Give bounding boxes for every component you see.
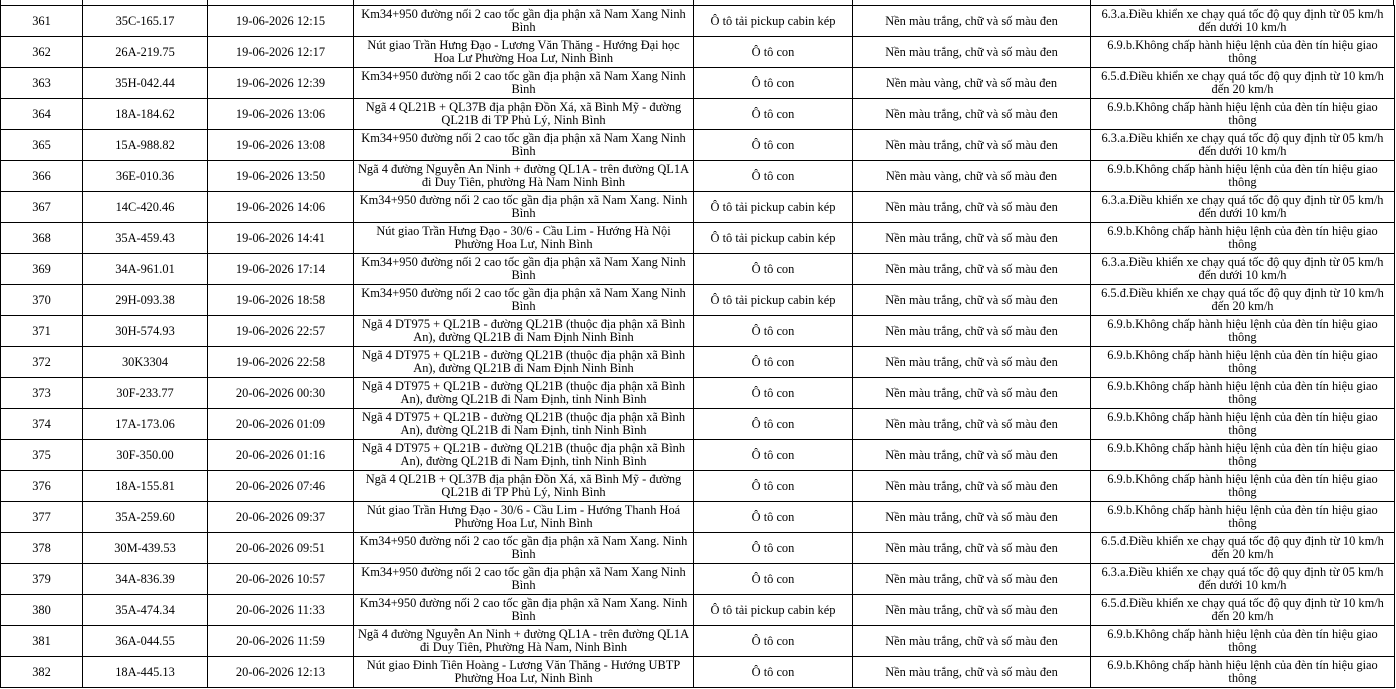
timestamp-cell: 20-06-2026 09:37 xyxy=(208,502,354,533)
row-number-cell: 370 xyxy=(1,285,83,316)
vehicle-type-cell: Ô tô con xyxy=(694,533,853,564)
timestamp-cell: 19-06-2026 12:17 xyxy=(208,37,354,68)
license-plate-cell: 36A-044.55 xyxy=(83,626,208,657)
license-plate-cell: 26A-219.75 xyxy=(83,37,208,68)
plate-color-cell: Nền màu trắng, chữ và số màu đen xyxy=(853,502,1091,533)
row-number-cell: 369 xyxy=(1,254,83,285)
row-number-cell: 363 xyxy=(1,68,83,99)
row-number-cell: 379 xyxy=(1,564,83,595)
location-cell: Ngã 4 DT975 + QL21B - đường QL21B (thuộc địa phận xã Bình An), đường QL21B đi Nam Định, tỉnh Ninh Bình xyxy=(354,378,694,409)
violation-cell: 6.3.a.Điều khiển xe chạy quá tốc độ quy định từ 05 km/h đến dưới 10 km/h xyxy=(1091,130,1395,161)
plate-color-cell: Nền màu trắng, chữ và số màu đen xyxy=(853,37,1091,68)
violation-cell: 6.9.b.Không chấp hành hiệu lệnh của đèn tín hiệu giao thông xyxy=(1091,440,1395,471)
row-number-cell: 368 xyxy=(1,223,83,254)
table-row xyxy=(1,502,1395,533)
location-cell: Ngã 4 QL21B + QL37B địa phận Đồn Xá, xã Bình Mỹ - đường QL21B đi TP Phủ Lý, Ninh Bình xyxy=(354,471,694,502)
vehicle-type-cell: Ô tô con xyxy=(694,409,853,440)
timestamp-cell: 20-06-2026 11:33 xyxy=(208,595,354,626)
violation-cell: 6.3.a.Điều khiển xe chạy quá tốc độ quy định từ 05 km/h đến dưới 10 km/h xyxy=(1091,6,1395,37)
timestamp-cell: 19-06-2026 14:06 xyxy=(208,192,354,223)
vehicle-type-cell: Ô tô con xyxy=(694,502,853,533)
violation-cell: 6.9.b.Không chấp hành hiệu lệnh của đèn tín hiệu giao thông xyxy=(1091,378,1395,409)
plate-color-cell: Nền màu trắng, chữ và số màu đen xyxy=(853,626,1091,657)
table-row xyxy=(1,347,1395,378)
violations-table xyxy=(0,5,1395,688)
vehicle-type-cell: Ô tô con xyxy=(694,316,853,347)
timestamp-cell: 19-06-2026 22:58 xyxy=(208,347,354,378)
vehicle-type-cell: Ô tô con xyxy=(694,254,853,285)
row-number-cell: 376 xyxy=(1,471,83,502)
row-number-cell: 361 xyxy=(1,6,83,37)
plate-color-cell: Nền màu trắng, chữ và số màu đen xyxy=(853,595,1091,626)
table-row xyxy=(1,192,1395,223)
vehicle-type-cell: Ô tô con xyxy=(694,657,853,688)
location-cell: Km34+950 đường nối 2 cao tốc gần địa phận xã Nam Xang Ninh Bình xyxy=(354,285,694,316)
row-number-cell: 371 xyxy=(1,316,83,347)
table-row xyxy=(1,440,1395,471)
violation-cell: 6.9.b.Không chấp hành hiệu lệnh của đèn tín hiệu giao thông xyxy=(1091,409,1395,440)
vehicle-type-cell: Ô tô con xyxy=(694,471,853,502)
timestamp-cell: 19-06-2026 12:39 xyxy=(208,68,354,99)
location-cell: Ngã 4 DT975 + QL21B - đường QL21B (thuộc địa phận xã Bình An), đường QL21B đi Nam Định, tỉnh Ninh Bình xyxy=(354,409,694,440)
row-number-cell: 378 xyxy=(1,533,83,564)
location-cell: Ngã 4 DT975 + QL21B - đường QL21B (thuộc địa phận xã Bình An), đường QL21B đi Nam Định Ninh Bình xyxy=(354,347,694,378)
table-row xyxy=(1,6,1395,37)
table-body xyxy=(1,6,1395,688)
table-row xyxy=(1,471,1395,502)
row-number-cell: 377 xyxy=(1,502,83,533)
location-cell: Km34+950 đường nối 2 cao tốc gần địa phận xã Nam Xang. Ninh Bình xyxy=(354,533,694,564)
violation-cell: 6.3.a.Điều khiển xe chạy quá tốc độ quy định từ 05 km/h đến dưới 10 km/h xyxy=(1091,564,1395,595)
plate-color-cell: Nền màu trắng, chữ và số màu đen xyxy=(853,471,1091,502)
table-row xyxy=(1,626,1395,657)
vehicle-type-cell: Ô tô tải pickup cabin kép xyxy=(694,223,853,254)
table-row xyxy=(1,595,1395,626)
vehicle-type-cell: Ô tô con xyxy=(694,99,853,130)
vehicle-type-cell: Ô tô con xyxy=(694,161,853,192)
vehicle-type-cell: Ô tô con xyxy=(694,68,853,99)
plate-color-cell: Nền màu vàng, chữ và số màu đen xyxy=(853,161,1091,192)
violation-cell: 6.9.b.Không chấp hành hiệu lệnh của đèn tín hiệu giao thông xyxy=(1091,347,1395,378)
timestamp-cell: 19-06-2026 12:15 xyxy=(208,6,354,37)
license-plate-cell: 17A-173.06 xyxy=(83,409,208,440)
location-cell: Km34+950 đường nối 2 cao tốc gần địa phận xã Nam Xang Ninh Bình xyxy=(354,68,694,99)
license-plate-cell: 29H-093.38 xyxy=(83,285,208,316)
location-cell: Km34+950 đường nối 2 cao tốc gần địa phận xã Nam Xang. Ninh Bình xyxy=(354,192,694,223)
license-plate-cell: 35A-259.60 xyxy=(83,502,208,533)
plate-color-cell: Nền màu vàng, chữ và số màu đen xyxy=(853,68,1091,99)
license-plate-cell: 18A-445.13 xyxy=(83,657,208,688)
violation-cell: 6.9.b.Không chấp hành hiệu lệnh của đèn tín hiệu giao thông xyxy=(1091,223,1395,254)
violation-cell: 6.3.a.Điều khiển xe chạy quá tốc độ quy định từ 05 km/h đến dưới 10 km/h xyxy=(1091,192,1395,223)
violation-cell: 6.5.đ.Điều khiển xe chạy quá tốc độ quy định từ 10 km/h đến 20 km/h xyxy=(1091,285,1395,316)
license-plate-cell: 30F-350.00 xyxy=(83,440,208,471)
table-row xyxy=(1,68,1395,99)
timestamp-cell: 20-06-2026 07:46 xyxy=(208,471,354,502)
location-cell: Ngã 4 đường Nguyễn An Ninh + đường QL1A - trên đường QL1A đi Duy Tiên, Phường Hà Nam, Ninh Bình xyxy=(354,626,694,657)
violation-cell: 6.9.b.Không chấp hành hiệu lệnh của đèn tín hiệu giao thông xyxy=(1091,471,1395,502)
timestamp-cell: 20-06-2026 00:30 xyxy=(208,378,354,409)
plate-color-cell: Nền màu trắng, chữ và số màu đen xyxy=(853,223,1091,254)
vehicle-type-cell: Ô tô con xyxy=(694,347,853,378)
plate-color-cell: Nền màu trắng, chữ và số màu đen xyxy=(853,254,1091,285)
vehicle-type-cell: Ô tô con xyxy=(694,130,853,161)
row-number-cell: 381 xyxy=(1,626,83,657)
violation-cell: 6.5.đ.Điều khiển xe chạy quá tốc độ quy định từ 10 km/h đến 20 km/h xyxy=(1091,533,1395,564)
vehicle-type-cell: Ô tô tải pickup cabin kép xyxy=(694,285,853,316)
license-plate-cell: 34A-961.01 xyxy=(83,254,208,285)
timestamp-cell: 19-06-2026 13:08 xyxy=(208,130,354,161)
vehicle-type-cell: Ô tô con xyxy=(694,626,853,657)
table-row xyxy=(1,657,1395,688)
plate-color-cell: Nền màu trắng, chữ và số màu đen xyxy=(853,192,1091,223)
plate-color-cell: Nền màu trắng, chữ và số màu đen xyxy=(853,316,1091,347)
table-row xyxy=(1,99,1395,130)
plate-color-cell: Nền màu trắng, chữ và số màu đen xyxy=(853,409,1091,440)
location-cell: Nút giao Trần Hưng Đạo - 30/6 - Cầu Lim - Hướng Hà Nội Phường Hoa Lư, Ninh Bình xyxy=(354,223,694,254)
location-cell: Km34+950 đường nối 2 cao tốc gần địa phận xã Nam Xang Ninh Bình xyxy=(354,6,694,37)
violation-cell: 6.9.b.Không chấp hành hiệu lệnh của đèn tín hiệu giao thông xyxy=(1091,37,1395,68)
location-cell: Ngã 4 QL21B + QL37B địa phận Đồn Xá, xã Bình Mỹ - đường QL21B đi TP Phủ Lý, Ninh Bình xyxy=(354,99,694,130)
license-plate-cell: 30F-233.77 xyxy=(83,378,208,409)
license-plate-cell: 15A-988.82 xyxy=(83,130,208,161)
violation-cell: 6.9.b.Không chấp hành hiệu lệnh của đèn tín hiệu giao thông xyxy=(1091,161,1395,192)
license-plate-cell: 30H-574.93 xyxy=(83,316,208,347)
vehicle-type-cell: Ô tô con xyxy=(694,37,853,68)
timestamp-cell: 19-06-2026 13:50 xyxy=(208,161,354,192)
location-cell: Km34+950 đường nối 2 cao tốc gần địa phận xã Nam Xang Ninh Bình xyxy=(354,130,694,161)
location-cell: Ngã 4 DT975 + QL21B - đường QL21B (thuộc địa phận xã Bình An), đường QL21B đi Nam Định Ninh Bình xyxy=(354,316,694,347)
license-plate-cell: 35H-042.44 xyxy=(83,68,208,99)
table-row xyxy=(1,533,1395,564)
table-row xyxy=(1,409,1395,440)
table-row xyxy=(1,316,1395,347)
timestamp-cell: 19-06-2026 13:06 xyxy=(208,99,354,130)
license-plate-cell: 35C-165.17 xyxy=(83,6,208,37)
location-cell: Ngã 4 DT975 + QL21B - đường QL21B (thuộc địa phận xã Bình An), đường QL21B đi Nam Định, tỉnh Ninh Bình xyxy=(354,440,694,471)
plate-color-cell: Nền màu trắng, chữ và số màu đen xyxy=(853,130,1091,161)
location-cell: Km34+950 đường nối 2 cao tốc gần địa phận xã Nam Xang. Ninh Bình xyxy=(354,595,694,626)
location-cell: Km34+950 đường nối 2 cao tốc gần địa phận xã Nam Xang Ninh Bình xyxy=(354,254,694,285)
violation-cell: 6.5.đ.Điều khiển xe chạy quá tốc độ quy định từ 10 km/h đến 20 km/h xyxy=(1091,595,1395,626)
row-number-cell: 374 xyxy=(1,409,83,440)
vehicle-type-cell: Ô tô tải pickup cabin kép xyxy=(694,6,853,37)
row-number-cell: 365 xyxy=(1,130,83,161)
violation-cell: 6.9.b.Không chấp hành hiệu lệnh của đèn tín hiệu giao thông xyxy=(1091,316,1395,347)
license-plate-cell: 34A-836.39 xyxy=(83,564,208,595)
timestamp-cell: 19-06-2026 18:58 xyxy=(208,285,354,316)
timestamp-cell: 20-06-2026 09:51 xyxy=(208,533,354,564)
plate-color-cell: Nền màu trắng, chữ và số màu đen xyxy=(853,285,1091,316)
timestamp-cell: 20-06-2026 12:13 xyxy=(208,657,354,688)
timestamp-cell: 19-06-2026 17:14 xyxy=(208,254,354,285)
location-cell: Nút giao Trần Hưng Đạo - 30/6 - Cầu Lim - Hướng Thanh Hoá Phường Hoa Lư, Ninh Bình xyxy=(354,502,694,533)
vehicle-type-cell: Ô tô con xyxy=(694,378,853,409)
row-number-cell: 372 xyxy=(1,347,83,378)
violation-cell: 6.5.đ.Điều khiển xe chạy quá tốc độ quy định từ 10 km/h đến 20 km/h xyxy=(1091,68,1395,99)
license-plate-cell: 36E-010.36 xyxy=(83,161,208,192)
plate-color-cell: Nền màu trắng, chữ và số màu đen xyxy=(853,533,1091,564)
table-row xyxy=(1,223,1395,254)
timestamp-cell: 19-06-2026 14:41 xyxy=(208,223,354,254)
timestamp-cell: 20-06-2026 10:57 xyxy=(208,564,354,595)
plate-color-cell: Nền màu trắng, chữ và số màu đen xyxy=(853,440,1091,471)
plate-color-cell: Nền màu trắng, chữ và số màu đen xyxy=(853,347,1091,378)
timestamp-cell: 19-06-2026 22:57 xyxy=(208,316,354,347)
row-number-cell: 366 xyxy=(1,161,83,192)
row-number-cell: 382 xyxy=(1,657,83,688)
table-row xyxy=(1,564,1395,595)
vehicle-type-cell: Ô tô con xyxy=(694,440,853,471)
violation-cell: 6.9.b.Không chấp hành hiệu lệnh của đèn tín hiệu giao thông xyxy=(1091,626,1395,657)
vehicle-type-cell: Ô tô tải pickup cabin kép xyxy=(694,595,853,626)
license-plate-cell: 14C-420.46 xyxy=(83,192,208,223)
plate-color-cell: Nền màu trắng, chữ và số màu đen xyxy=(853,378,1091,409)
plate-color-cell: Nền màu trắng, chữ và số màu đen xyxy=(853,99,1091,130)
license-plate-cell: 30M-439.53 xyxy=(83,533,208,564)
location-cell: Nút giao Đinh Tiên Hoàng - Lương Văn Thăng - Hướng UBTP Phường Hoa Lư, Ninh Bình xyxy=(354,657,694,688)
table-row xyxy=(1,254,1395,285)
row-number-cell: 375 xyxy=(1,440,83,471)
table-row xyxy=(1,378,1395,409)
violation-cell: 6.3.a.Điều khiển xe chạy quá tốc độ quy định từ 05 km/h đến dưới 10 km/h xyxy=(1091,254,1395,285)
row-number-cell: 367 xyxy=(1,192,83,223)
timestamp-cell: 20-06-2026 11:59 xyxy=(208,626,354,657)
table-row xyxy=(1,130,1395,161)
plate-color-cell: Nền màu trắng, chữ và số màu đen xyxy=(853,657,1091,688)
vehicle-type-cell: Ô tô tải pickup cabin kép xyxy=(694,192,853,223)
license-plate-cell: 35A-474.34 xyxy=(83,595,208,626)
table-row xyxy=(1,161,1395,192)
timestamp-cell: 20-06-2026 01:09 xyxy=(208,409,354,440)
plate-color-cell: Nền màu trắng, chữ và số màu đen xyxy=(853,6,1091,37)
location-cell: Nút giao Trần Hưng Đạo - Lương Văn Thăng - Hướng Đại học Hoa Lư Phường Hoa Lư, Ninh Bình xyxy=(354,37,694,68)
license-plate-cell: 35A-459.43 xyxy=(83,223,208,254)
violation-cell: 6.9.b.Không chấp hành hiệu lệnh của đèn tín hiệu giao thông xyxy=(1091,502,1395,533)
violations-table-sheet xyxy=(0,5,1394,688)
vehicle-type-cell: Ô tô con xyxy=(694,564,853,595)
license-plate-cell: 18A-155.81 xyxy=(83,471,208,502)
violation-cell: 6.9.b.Không chấp hành hiệu lệnh của đèn tín hiệu giao thông xyxy=(1091,99,1395,130)
location-cell: Km34+950 đường nối 2 cao tốc gần địa phận xã Nam Xang Ninh Bình xyxy=(354,564,694,595)
timestamp-cell: 20-06-2026 01:16 xyxy=(208,440,354,471)
license-plate-cell: 30K3304 xyxy=(83,347,208,378)
row-number-cell: 373 xyxy=(1,378,83,409)
row-number-cell: 364 xyxy=(1,99,83,130)
row-number-cell: 362 xyxy=(1,37,83,68)
table-row xyxy=(1,285,1395,316)
row-number-cell: 380 xyxy=(1,595,83,626)
plate-color-cell: Nền màu trắng, chữ và số màu đen xyxy=(853,564,1091,595)
table-row xyxy=(1,37,1395,68)
license-plate-cell: 18A-184.62 xyxy=(83,99,208,130)
violation-cell: 6.9.b.Không chấp hành hiệu lệnh của đèn tín hiệu giao thông xyxy=(1091,657,1395,688)
location-cell: Ngã 4 đường Nguyễn An Ninh + đường QL1A - trên đường QL1A đi Duy Tiên, phường Hà Nam Ninh Bình xyxy=(354,161,694,192)
